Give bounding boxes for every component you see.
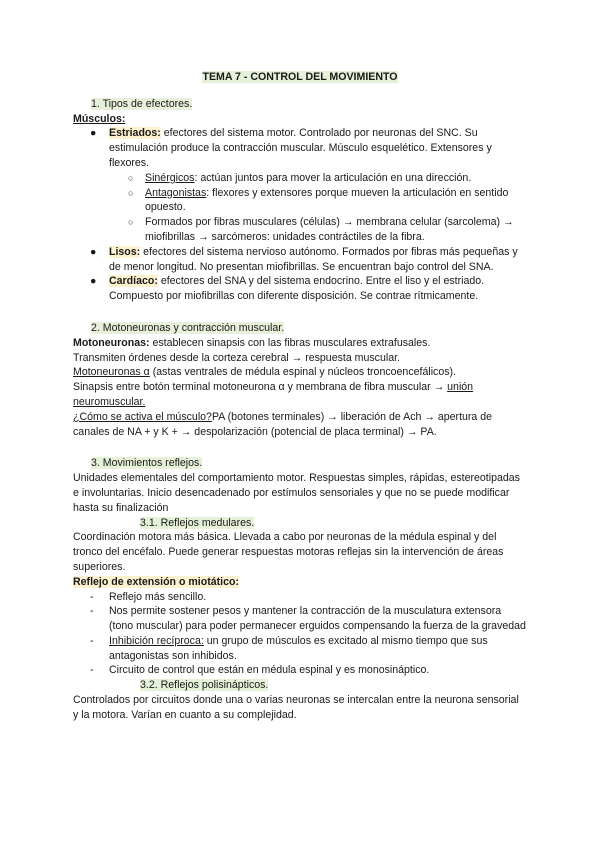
polisinapticos-text: Controlados por circuitos donde una o varias neuronas se intercalan entre la neurona sensorial y la motora. Varían en cuanto a su complejidad. — [73, 694, 519, 721]
cardiaco-label: Cardíaco: — [109, 275, 158, 288]
motoneuronas-label: Motoneuronas: — [73, 336, 150, 349]
subsection-3-2-heading: 3.2. Reflejos polisinápticos. — [140, 679, 269, 692]
reflejos-intro: Unidades elementales del comportamiento motor. Respuestas simples, rápidas, estereotipadas e involuntarias. Inicio desencadenado por estímulos sensoriales y que no se puede modificar hasta su finalización — [73, 472, 520, 514]
document-title — [73, 70, 527, 85]
reflejo-item: - Reflejo más sencillo. — [90, 590, 207, 603]
section-1-heading: 1. Tipos de efectores. — [91, 97, 193, 110]
circle-bullet-icon: ○ — [128, 172, 134, 183]
section-3-heading: 3. Movimientos reflejos. — [91, 457, 203, 470]
document-body — [73, 70, 527, 723]
dash-bullet-icon: - — [90, 590, 94, 603]
antagonistas-item — [73, 186, 527, 216]
sinergicos-term: Sinérgicos — [145, 171, 195, 184]
inhibicion-reciproca-term: Inhibición recíproca: — [109, 634, 204, 647]
dash-bullet-icon: - — [90, 605, 94, 618]
estriados-item — [73, 126, 527, 170]
transmiten-paragraph: Transmiten órdenes desde la corteza cerebral → respuesta muscular. — [73, 351, 400, 364]
dash-bullet-icon: - — [90, 664, 94, 677]
sinergicos-text: : actúan juntos para mover la articulación en una dirección. — [194, 171, 472, 184]
bullet-icon: ● — [90, 127, 97, 140]
reflejo-item: - Nos permite sostener pesos y mantener la contracción de la musculatura extensora (tono muscular) para poder permanecer erguidos compensando la fuerza de la gravedad — [90, 605, 526, 633]
activation-paragraph: ¿Cómo se activa el músculo?PA (botones terminales) → liberación de Ach → apertura de canales de NA + y K + → despolarización (potencial de placa terminal) → PA. — [73, 410, 493, 438]
section-2-heading: 2. Motoneuronas y contracción muscular. — [91, 321, 285, 334]
bullet-icon: ● — [90, 245, 97, 258]
alpha-term: Motoneuronas α — [73, 366, 150, 379]
medulares-text: Coordinación motora más básica. Llevada a cabo por neuronas de la médula espinal y del tronco del encéfalo. Puede generar respuestas motoras reflejas sin la intervención de áreas superiores. — [73, 531, 504, 573]
sinergicos-item — [73, 171, 527, 186]
lisos-text: efectores del sistema nervioso autónomo. Formados por fibras más pequeñas y de menor longitud. No presentan miofibrillas. Se encuentran bajo control del SNA. — [109, 245, 518, 273]
circle-bullet-icon: ○ — [128, 187, 134, 198]
estriados-label: Estriados: — [109, 127, 161, 140]
dash-bullet-icon: - — [90, 634, 94, 647]
antagonistas-term: Antagonistas — [145, 186, 207, 199]
fibras-text: Formados por fibras musculares (células) → membrana celular (sarcolema) → miofibrillas → sarcómeros: unidades contráctiles de la fibra. — [145, 216, 514, 243]
motoneuronas-paragraph: Motoneuronas: establecen sinapsis con las fibras musculares extrafusales. — [73, 336, 431, 349]
reflejo-extension-heading: Reflejo de extensión o miotático: — [73, 575, 239, 588]
musculos-heading: Músculos: — [73, 112, 126, 125]
bullet-icon: ● — [90, 275, 97, 288]
lisos-item — [73, 245, 527, 275]
union-neuromuscular-term: unión neuromuscular. — [73, 381, 474, 408]
cardiaco-item — [73, 274, 527, 304]
activation-question: ¿Cómo se activa el músculo? — [73, 410, 212, 423]
alpha-paragraph: Motoneuronas α (astas ventrales de médula espinal y núcleos troncoencefálicos). — [73, 366, 457, 379]
lisos-label: Lisos: — [109, 245, 141, 258]
cardiaco-text: efectores del SNA y del sistema endocrino. Entre el liso y el estriado. Compuesto por miofibrillas con diferente disposición. Se contrae rítmicamente. — [109, 275, 485, 303]
subsection-3-1-heading: 3.1. Reflejos medulares. — [140, 516, 255, 529]
antagonistas-text: : flexores y extensores porque mueven la articulación en sentido opuesto. — [145, 186, 509, 214]
fibras-item — [73, 215, 527, 245]
reflejo-item: - Inhibición recíproca: un grupo de músculos es excitado al mismo tiempo que sus antagonistas son inhibidos. — [90, 634, 488, 662]
reflejo-item: - Circuito de control que están en médula espinal y es monosináptico. — [90, 664, 430, 677]
estriados-text: efectores del sistema motor. Controlado por neuronas del SNC. Su estimulación produce la contracción muscular. Músculo esquelético. Extensores y flexores. — [109, 127, 492, 169]
title-text: TEMA 7 - CONTROL DEL MOVIMIENTO — [202, 71, 398, 83]
circle-bullet-icon: ○ — [128, 217, 134, 228]
sinapsis-paragraph: Sinapsis entre botón terminal motoneurona α y membrana de fibra muscular → unión neuromuscular. — [73, 381, 474, 408]
